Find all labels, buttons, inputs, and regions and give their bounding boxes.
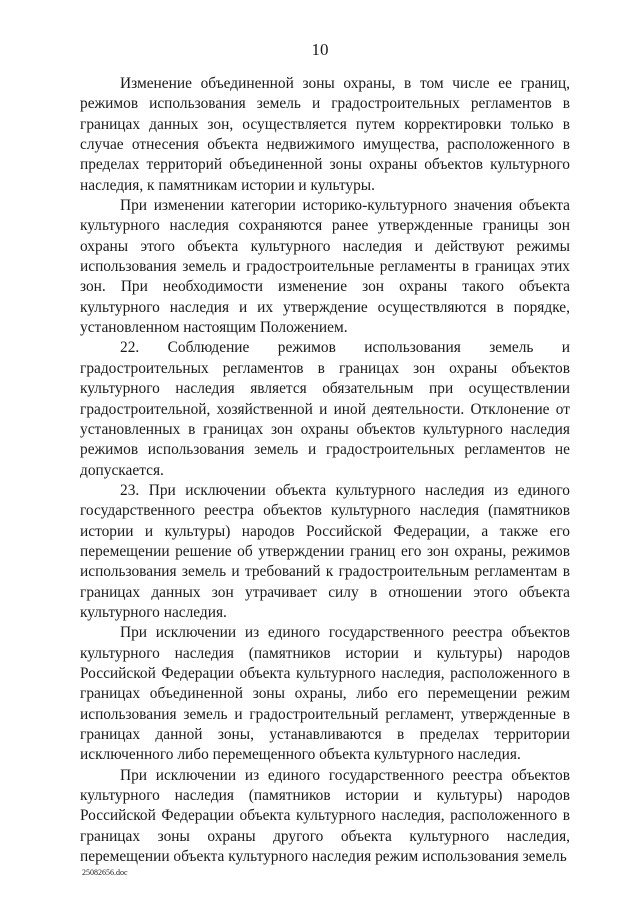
page-number: 10 bbox=[311, 40, 329, 59]
paragraph-22: 22. Соблюдение режимов использования земель и градостроительных регламентов в границах зон охраны объектов культурного наследия является обязательным при осуществлении градостроительной, хозяйственной и иной деятельности. Отклонение от установленных в границах зон охраны объектов культурного наследия режимов использования земель и градостроительных регламентов не допускается. bbox=[80, 339, 570, 479]
footer-file-name: 25082656.doc bbox=[82, 868, 128, 877]
paragraph-zone-change: Изменение объединенной зоны охраны, в том числе ее границ, режимов использования земель и градостроительных регламентов в границах данных зон, осуществляется путем корректировки только в случае отнесения объекта недвижимого имущества, расположенного в пределах территорий объединенной зоны охраны объектов культурного наследия, к памятникам истории и культуры. bbox=[80, 75, 570, 194]
paragraph-exclusion-united-zone: При исключении из единого государственного реестра объектов культурного наследия (памятников истории и культуры) народов Российской Федерации объекта культурного наследия, расположенного в границах объединенной зоны охраны, либо его перемещении режим использования земель и градостроительный регламент, утвержденные в границах данной зоны, устанавливаются в пределах территории исключенного либо перемещенного объекта культурного наследия. bbox=[80, 624, 570, 764]
paragraph-23: 23. При исключении объекта культурного наследия из единого государственного реестра объектов культурного наследия (памятников истории и культуры) народов Российской Федерации, а также его перемещении решение об утверждении границ его зон охраны, режимов использования земель и требований к градостроительным регламентам в границах данных зон утрачивает силу в отношении этого объекта культурного наследия. bbox=[80, 481, 570, 621]
document-body bbox=[80, 74, 570, 867]
paragraph-exclusion-other-zone: При исключении из единого государственного реестра объектов культурного наследия (памятников истории и культуры) народов Российской Федерации объекта культурного наследия, расположенного в границах зоны охраны другого объекта культурного наследия, перемещении объекта культурного наследия режим использования земель bbox=[80, 766, 570, 866]
paragraph-category-change: При изменении категории историко-культурного значения объекта культурного наследия сохраняются ранее утвержденные границы зон охраны этого объекта культурного наследия и действуют режимы использования земель и градостроительные регламенты в границах этих зон. При необходимости изменение зон охраны такого объекта культурного наследия и их утверждение осуществляются в порядке, установленном настоящим Положением. bbox=[80, 197, 570, 337]
